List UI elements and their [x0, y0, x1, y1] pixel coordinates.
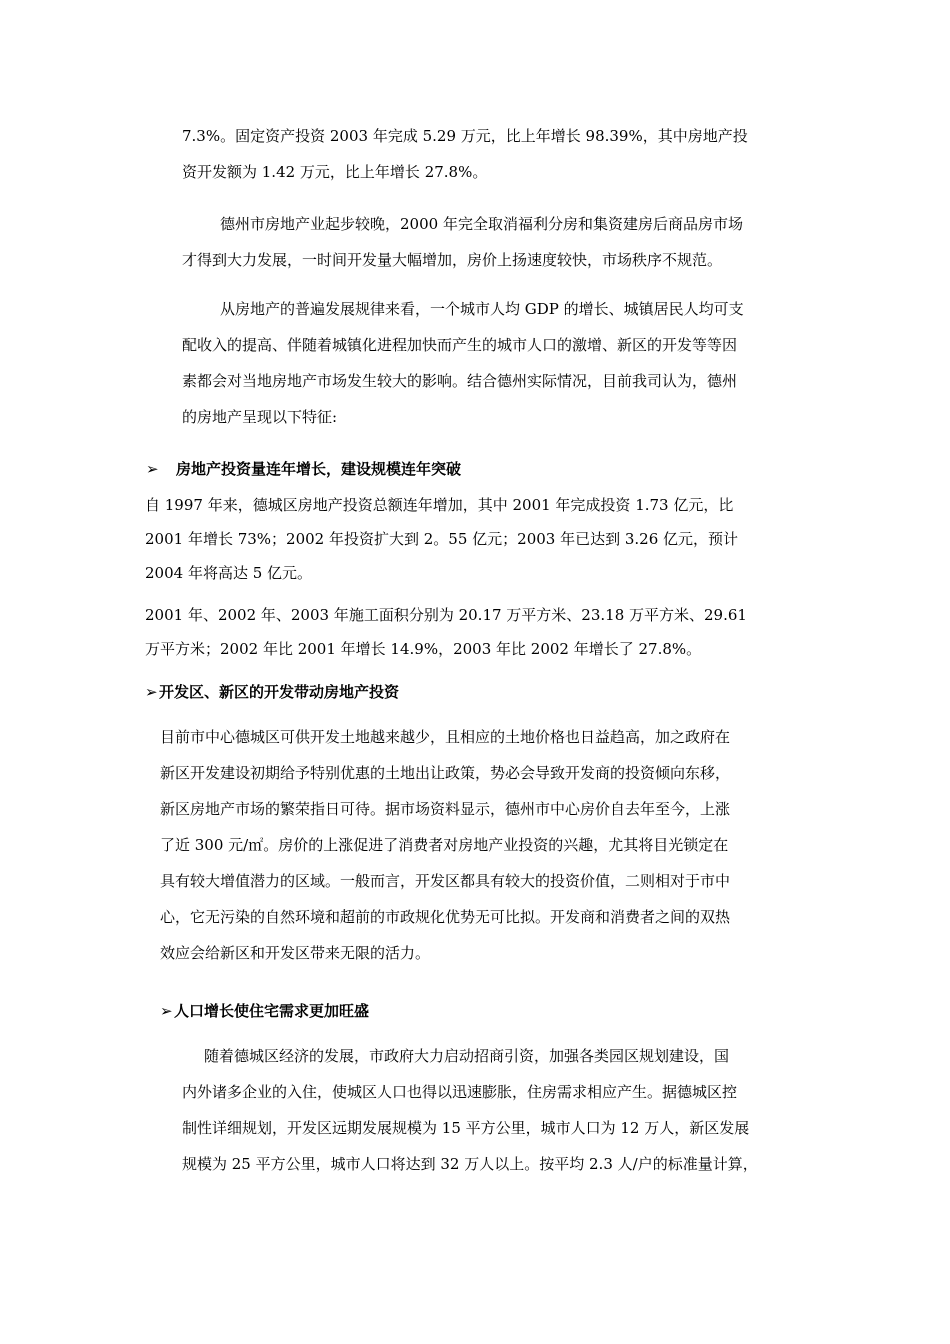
- text-line: 自 1997 年来，德城区房地产投资总额连年增加，其中 2001 年完成投资 1.73 亿元，比: [145, 496, 734, 514]
- heading-text: 人口增长使住宅需求更加旺盛: [174, 1002, 370, 1020]
- text-line: 从房地产的普遍发展规律来看，一个城市人均 GDP 的增长、城镇居民人均可支: [220, 300, 744, 318]
- text-line: 资开发额为 1.42 万元，比上年增长 27.8%。: [182, 163, 488, 181]
- text-line: 规模为 25 平方公里，城市人口将达到 32 万人以上。按平均 2.3 人/户的标准量计算，: [182, 1155, 758, 1173]
- text-line: 万平方米；2002 年比 2001 年增长 14.9%，2003 年比 2002 年增长了 27.8%。: [145, 640, 702, 658]
- text-line: 德州市房地产业起步较晚，2000 年完全取消福利分房和集资建房后商品房市场: [220, 215, 743, 233]
- paragraph-market-start: [182, 206, 743, 278]
- text-line: 随着德城区经济的发展，市政府大力启动招商引资，加强各类园区规划建设，国: [204, 1047, 730, 1065]
- paragraph-population-demand: [182, 1038, 758, 1182]
- text-line: 新区房地产市场的繁荣指日可待。据市场资料显示，德州市中心房价自去年至今，上涨: [160, 800, 731, 818]
- paragraph-new-district: [160, 719, 730, 971]
- paragraph-investment-totals: [145, 488, 738, 590]
- text-line: 效应会给新区和开发区带来无限的活力。: [160, 944, 431, 962]
- text-line: 配收入的提高、伴随着城镇化进程加快而产生的城市人口的激增、新区的开发等等因: [182, 336, 738, 354]
- text-line: 具有较大增值潜力的区域。一般而言，开发区都具有较大的投资价值，二则相对于市中: [160, 872, 731, 890]
- heading-text: 开发区、新区的开发带动房地产投资: [159, 683, 400, 701]
- text-line: 7.3%。固定资产投资 2003 年完成 5.29 万元，比上年增长 98.39%，其中房地产投: [182, 127, 748, 145]
- heading-text: 房地产投资量连年增长，建设规模连年突破: [176, 460, 462, 478]
- arrow-bullet-icon: ➢: [160, 1002, 173, 1020]
- paragraph-fixed-asset-investment: [182, 118, 748, 190]
- text-line: 目前市中心德城区可供开发土地越来越少，且相应的土地价格也日益趋高，加之政府在: [160, 728, 731, 746]
- text-line: 新区开发建设初期给予特别优惠的土地出让政策，势必会导致开发商的投资倾向东移，: [160, 764, 731, 782]
- text-line: 制性详细规划，开发区远期发展规模为 15 平方公里，城市人口为 12 万人，新区发展: [182, 1119, 750, 1137]
- text-line: 了近 300 元/㎡。房价的上涨促进了消费者对房地产业投资的兴趣，尤其将目光锁定在: [160, 836, 729, 854]
- text-line: 素都会对当地房地产市场发生较大的影响。结合德州实际情况，目前我司认为，德州: [182, 372, 738, 390]
- section-heading-development-zones: [145, 681, 399, 703]
- text-line: 2001 年、2002 年、2003 年施工面积分别为 20.17 万平方米、23.18 万平方米、29.61: [145, 606, 747, 624]
- paragraph-construction-area: [145, 598, 747, 666]
- text-line: 的房地产呈现以下特征:: [182, 408, 338, 426]
- text-line: 2001 年增长 73%；2002 年投资扩大到 2。55 亿元；2003 年已达到 3.26 亿元，预计: [145, 530, 739, 548]
- section-heading-population-growth: [160, 1000, 369, 1022]
- text-line: 内外诸多企业的入住，使城区人口也得以迅速膨胀，住房需求相应产生。据德城区控: [182, 1083, 738, 1101]
- text-line: 2004 年将高达 5 亿元。: [145, 564, 313, 582]
- text-line: 心，它无污染的自然环境和超前的市政规化优势无可比拟。开发商和消费者之间的双热: [160, 908, 731, 926]
- text-line: 才得到大力发展，一时间开发量大幅增加，房价上扬速度较快，市场秩序不规范。: [182, 251, 723, 269]
- arrow-bullet-icon: ➢: [145, 683, 158, 701]
- paragraph-development-rules: [182, 291, 744, 435]
- section-heading-investment-growth: [146, 458, 461, 480]
- arrow-bullet-icon: ➢: [146, 460, 159, 478]
